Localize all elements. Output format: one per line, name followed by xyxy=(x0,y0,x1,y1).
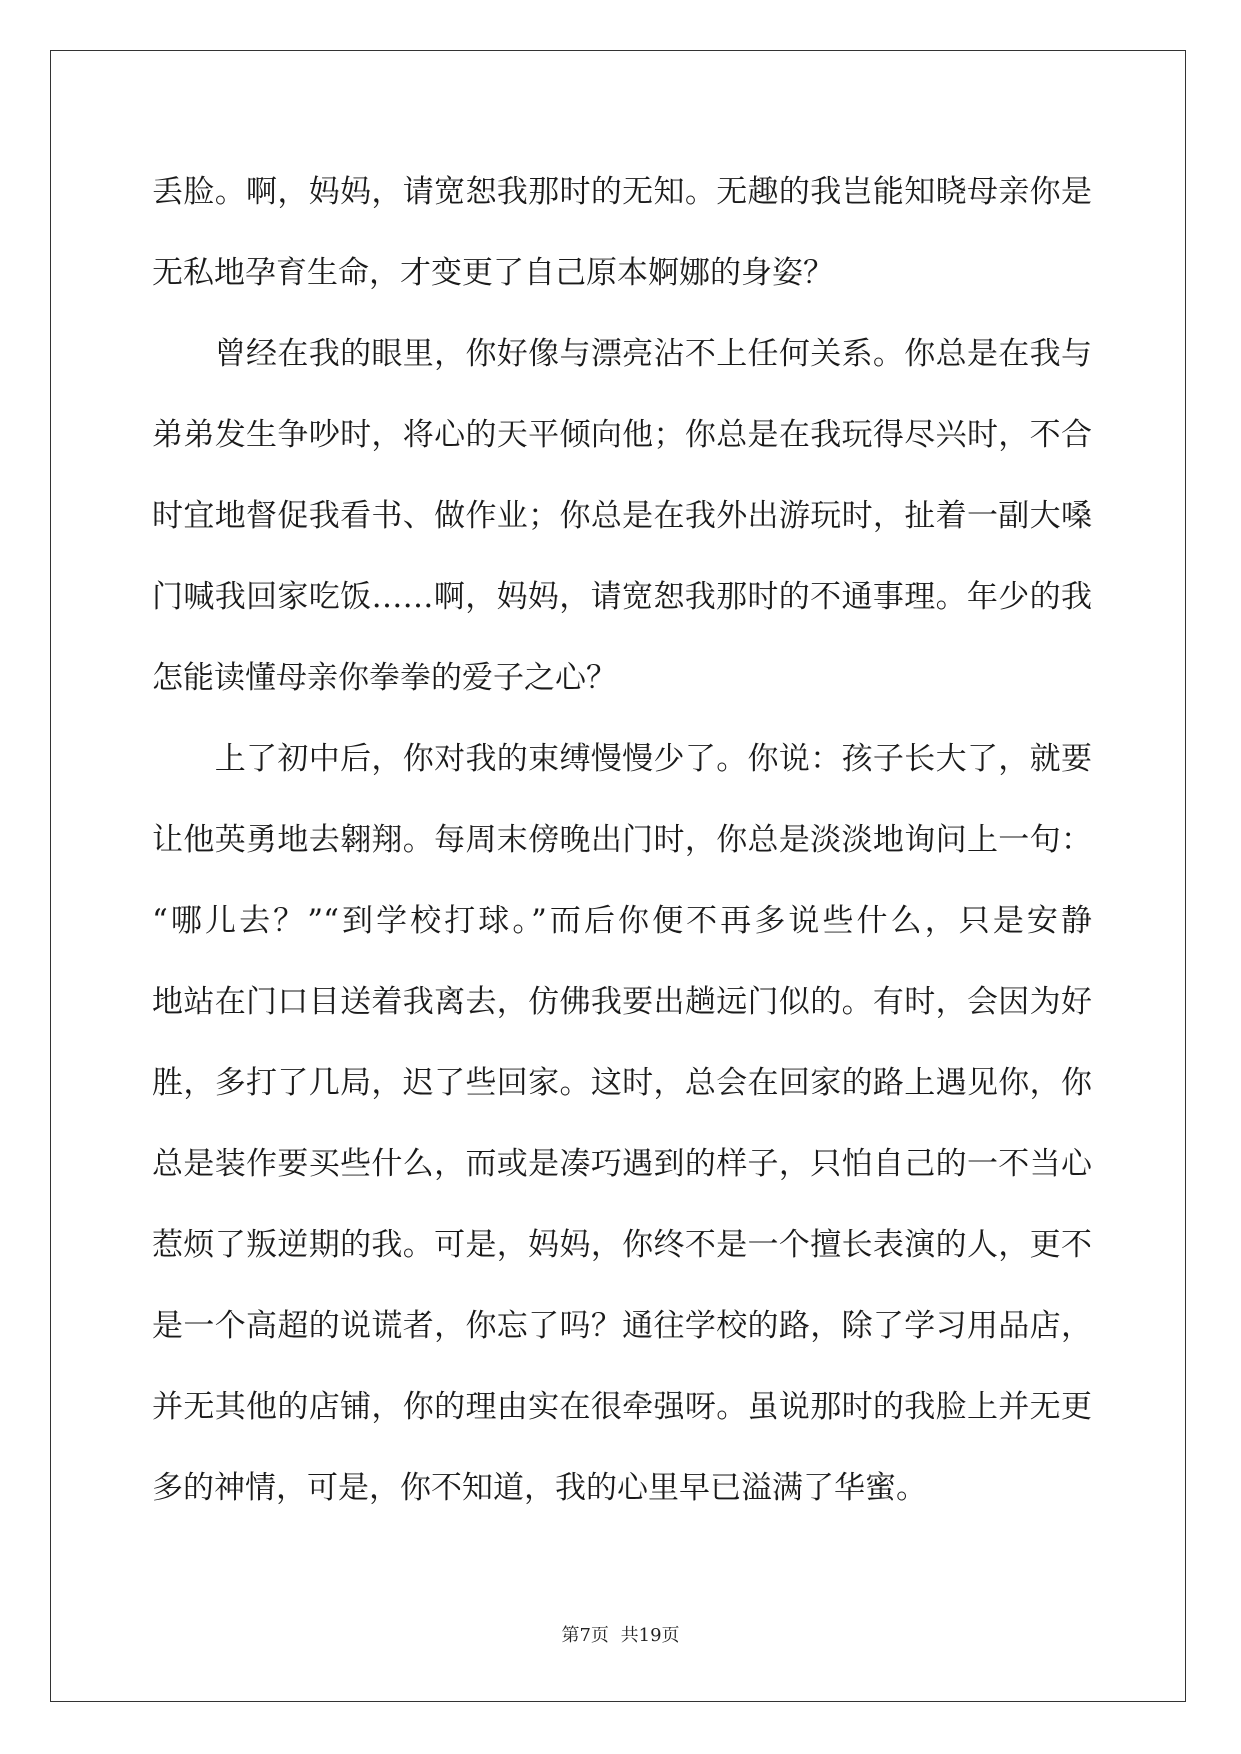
text-line: 无私地孕育生命，才变更了自己原本婀娜的身姿？ xyxy=(152,255,834,291)
page-footer xyxy=(0,1624,1241,1648)
text-line: 上了初中后，你对我的束缚慢慢少了。你说：孩子长大了，就要 xyxy=(152,741,1092,777)
text-line: 门喊我回家吃饭……啊，妈妈，请宽恕我那时的不通事理。年少的我 xyxy=(152,579,1092,615)
text-line: 惹烦了叛逆期的我。可是，妈妈，你终不是一个擅长表演的人，更不 xyxy=(152,1227,1092,1263)
text-line: 弟弟发生争吵时，将心的天平倾向他；你总是在我玩得尽兴时，不合 xyxy=(152,417,1092,453)
text-line: 地站在门口目送着我离去，仿佛我要出趟远门似的。有时，会因为好 xyxy=(152,984,1092,1020)
text-line: 时宜地督促我看书、做作业；你总是在我外出游玩时，扯着一副大嗓 xyxy=(152,498,1092,534)
text-line: 怎能读懂母亲你拳拳的爱子之心？ xyxy=(152,660,617,696)
page-total: 共19页 xyxy=(620,1625,680,1646)
text-line: 并无其他的店铺，你的理由实在很牵强呀。虽说那时的我脸上并无更 xyxy=(152,1389,1092,1425)
body-text xyxy=(152,164,1092,1541)
text-line: 多的神情，可是，你不知道，我的心里早已溢满了华蜜。 xyxy=(152,1470,927,1506)
text-line: 总是装作要买些什么，而或是凑巧遇到的样子，只怕自己的一不当心 xyxy=(152,1146,1092,1182)
page-number: 第7页 xyxy=(561,1625,609,1646)
text-line: 让他英勇地去翱翔。每周末傍晚出门时，你总是淡淡地询问上一句： xyxy=(152,822,1092,858)
text-line: 丢脸。啊，妈妈，请宽恕我那时的无知。无趣的我岂能知晓母亲你是 xyxy=(152,174,1092,210)
text-line: 曾经在我的眼里，你好像与漂亮沾不上任何关系。你总是在我与 xyxy=(152,336,1092,372)
text-line: 是一个高超的说谎者，你忘了吗？通往学校的路，除了学习用品店， xyxy=(152,1308,1092,1344)
text-line: 胜，多打了几局，迟了些回家。这时，总会在回家的路上遇见你，你 xyxy=(152,1065,1092,1101)
text-line: “哪儿去？”“到学校打球。”而后你便不再多说些什么，只是安静 xyxy=(152,903,1092,939)
